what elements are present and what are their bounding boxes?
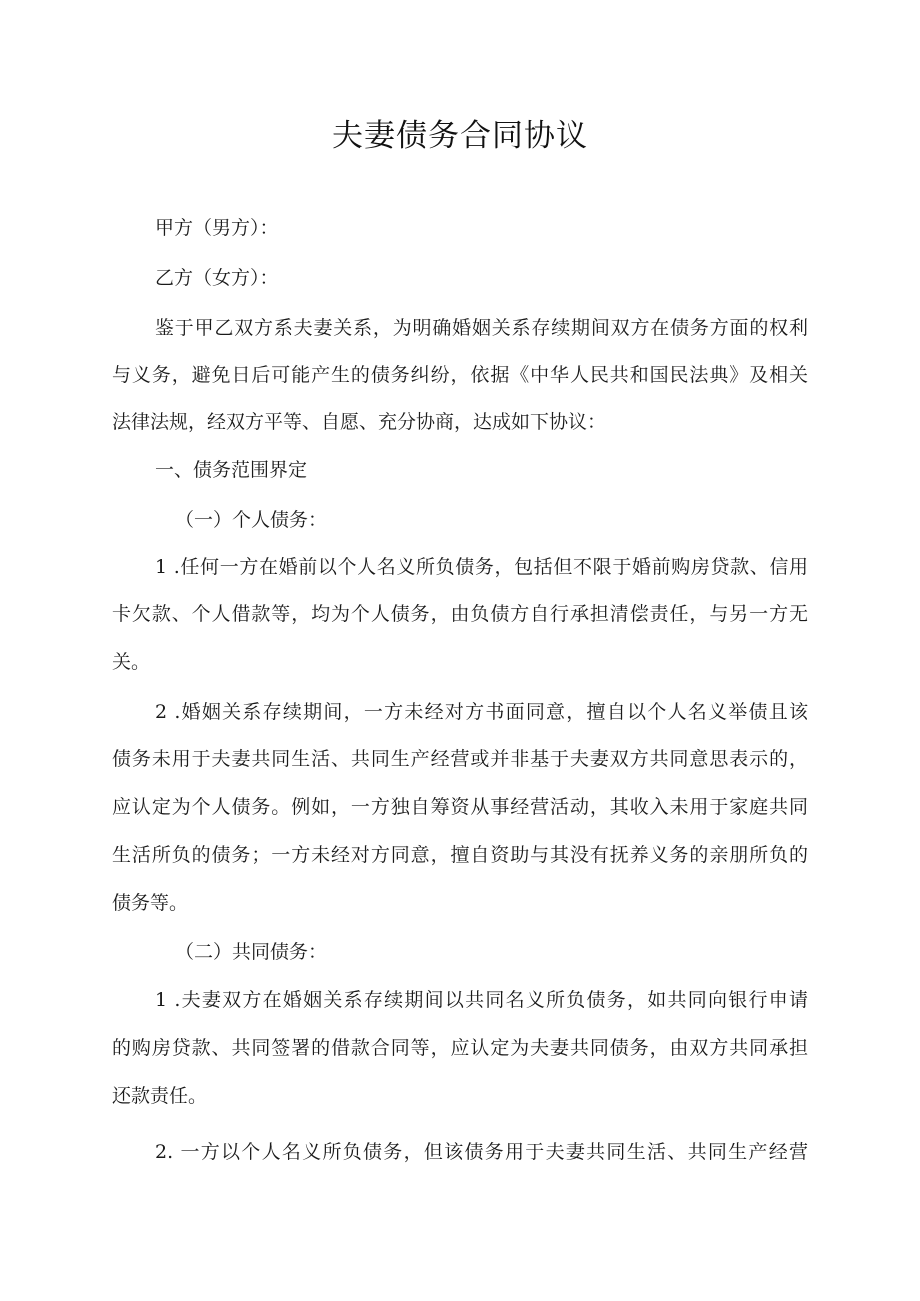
- preamble-line-3: 法律法规，经双方平等、自愿、充分协商，达成如下协议：: [112, 411, 607, 433]
- subsection-heading-joint: （二）共同债务：: [175, 941, 328, 963]
- personal-item-2-line-3: 应认定为个人债务。例如，一方独自筹资从事经营活动，其收入未用于家庭共同: [112, 796, 808, 818]
- personal-item-1-line-3: 关。: [112, 651, 151, 673]
- personal-item-2-line-2: 债务未用于夫妻共同生活、共同生产经营或并非基于夫妻双方共同意思表示的，: [112, 748, 808, 770]
- subsection-heading-personal: （一）个人债务：: [175, 509, 328, 531]
- party-b-line: 乙方（女方）：: [155, 267, 279, 289]
- preamble-line-2: 与义务，避免日后可能产生的债务纠纷，依据《中华人民共和国民法典》及相关: [112, 364, 808, 386]
- party-a-line: 甲方（男方）：: [155, 217, 279, 239]
- section-heading: 一、债务范围界定: [155, 459, 308, 481]
- joint-item-1-line-3: 还款责任。: [112, 1085, 208, 1107]
- personal-item-2-line-5: 债务等。: [112, 892, 189, 914]
- personal-item-2-line-1: 2 .婚姻关系存续期间，一方未经对方书面同意，擅自以个人名义举债且该: [155, 701, 808, 723]
- personal-item-1-line-1: 1 .任何一方在婚前以个人名义所负债务，包括但不限于婚前购房贷款、信用: [155, 556, 808, 578]
- personal-item-1-line-2: 卡欠款、个人借款等，均为个人债务，由负债方自行承担清偿责任，与另一方无: [112, 603, 808, 625]
- joint-item-2-line-1: 2. 一方以个人名义所负债务，但该债务用于夫妻共同生活、共同生产经营: [155, 1141, 808, 1163]
- document-title: 夫妻债务合同协议: [332, 118, 588, 154]
- joint-item-1-line-1: 1 .夫妻双方在婚姻关系存续期间以共同名义所负债务，如共同向银行申请: [155, 989, 808, 1011]
- personal-item-2-line-4: 生活所负的债务；一方未经对方同意，擅自资助与其没有抚养义务的亲朋所负的: [112, 844, 808, 866]
- joint-item-1-line-2: 的购房贷款、共同签署的借款合同等，应认定为夫妻共同债务，由双方共同承担: [112, 1037, 808, 1059]
- preamble-line-1: 鉴于甲乙双方系夫妻关系，为明确婚姻关系存续期间双方在债务方面的权利: [155, 317, 808, 339]
